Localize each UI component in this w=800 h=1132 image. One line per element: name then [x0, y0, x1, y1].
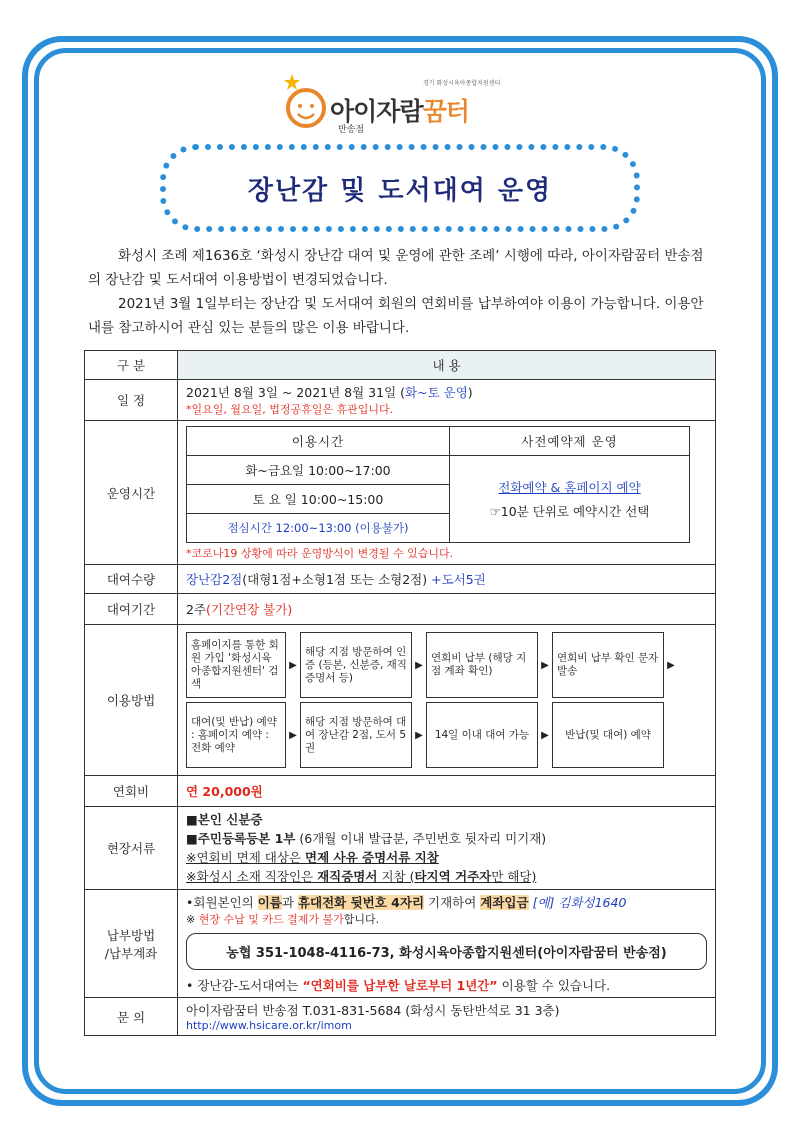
intro-text — [88, 244, 708, 340]
step-fee-payment: 연회비 납부 (해당 지점 계좌 확인) — [426, 632, 538, 698]
schedule-note: *일요일, 월요일, 법정공휴일은 휴관입니다. — [186, 403, 394, 416]
step-signup: 홈페이지를 통한 회원 가입 '화성시육아종합지원센터' 검색 — [186, 632, 286, 698]
doc-id: ■본인 신분증 — [186, 812, 263, 827]
pay-name: 이름 — [257, 895, 282, 910]
doc-employment-nonresident: 타지역 거주자 — [414, 869, 492, 884]
doc-employment-cert: 재직증명서 — [317, 869, 378, 884]
label-quantity: 대여수량 — [85, 565, 178, 594]
hours-saturday: 토 요 일 10:00~15:00 — [187, 485, 450, 514]
row-schedule — [85, 380, 716, 421]
pay-note-red: 현장 수납 및 카드 결제가 불가 — [198, 913, 344, 926]
schedule-dates — [186, 383, 707, 401]
doc-employment-mid: 지참 ( — [377, 869, 415, 884]
row-documents — [85, 807, 716, 890]
quantity-books: +도서5권 — [431, 572, 486, 587]
hours-header-time: 이용시간 — [187, 427, 450, 456]
method-flow-1 — [186, 632, 707, 698]
validity-prefix: • 장난감-도서대여는 — [186, 978, 303, 993]
schedule-content — [178, 380, 716, 421]
step-rental-period: 14일 이내 대여 가능 — [426, 702, 538, 768]
pay-text-e: 기재하여 — [424, 895, 481, 910]
logo — [280, 72, 540, 134]
logo-org-name: 경기 화성시육아종합지원센터 — [423, 80, 501, 87]
pay-text-a: •회원본인의 — [186, 895, 258, 910]
contact-url[interactable]: http://www.hsicare.or.kr/imom — [186, 1019, 352, 1032]
arrow-icon: ▶ — [667, 659, 675, 671]
period-value: 2주 — [186, 602, 207, 617]
page-title: 장난감 및 도서대여 운영 — [247, 176, 553, 206]
arrow-icon: ▶ — [289, 729, 297, 741]
period-note: (기간연장 불가) — [206, 602, 293, 617]
method-content — [178, 625, 716, 776]
arrow-icon: ▶ — [541, 659, 549, 671]
quantity-content — [178, 565, 716, 594]
step-return: 반납(및 대여) 예약 — [552, 702, 664, 768]
doc-resident-register-title: ■주민등록등본 1부 — [186, 831, 296, 846]
period-content — [178, 594, 716, 625]
reserve-note: ☞10분 단위로 예약시간 선택 — [489, 504, 650, 519]
label-payment — [85, 890, 178, 998]
logo-name-part1: 아이자람 — [330, 97, 423, 126]
pay-example: [예] 김화성1640 — [528, 895, 627, 910]
logo-name-part2: 꿈터 — [422, 97, 469, 126]
label-documents: 현장서류 — [85, 807, 178, 890]
logo-branch: 반송점 — [338, 125, 365, 135]
step-reservation: 대여(및 반납) 예약 : 홈페이지 예약 : 전화 예약 — [186, 702, 286, 768]
method-flow-2 — [186, 702, 707, 768]
label-schedule: 일 정 — [85, 380, 178, 421]
arrow-icon: ▶ — [289, 659, 297, 671]
intro-paragraph-2: 2021년 3월 1일부터는 장난감 및 도서대여 회원의 연회비를 납부하여야 이용이 가능합니다. 이용안내를 참고하시어 관심 있는 분들의 많은 이용 바랍니다. — [88, 296, 704, 336]
row-period — [85, 594, 716, 625]
hours-lunch: 점심시간 12:00~13:00 (이용불가) — [187, 514, 450, 543]
doc-employment — [186, 867, 707, 886]
fee-value: 연 20,000원 — [178, 776, 716, 807]
step-rental: 해당 지점 방문하여 대여 장난감 2점, 도서 5권 — [300, 702, 412, 768]
doc-exemption — [186, 848, 707, 867]
row-method — [85, 625, 716, 776]
quantity-toys: 장난감2점 — [186, 572, 243, 587]
doc-resident-register-detail: (6개월 이내 발급분, 주민번호 뒷자리 미기재) — [295, 831, 547, 846]
validity-suffix: 이용할 수 있습니다. — [497, 978, 611, 993]
covid-note: *코로나19 상황에 따라 운영방식이 변경될 수 있습니다. — [186, 547, 454, 560]
contact-info: 아이자람꿈터 반송점 T.031-831-5684 (화성시 동탄반석로 31 3층) — [186, 1003, 560, 1018]
pay-note-end: 합니다. — [343, 913, 380, 926]
contact-content — [178, 998, 716, 1036]
pay-text-c: 과 — [281, 895, 298, 910]
hours-header-reserve: 사전예약제 운영 — [450, 427, 690, 456]
label-hours: 운영시간 — [85, 421, 178, 565]
label-method: 이용방법 — [85, 625, 178, 776]
pay-phone-digits: 휴대전화 뒷번호 4자리 — [297, 895, 425, 910]
payment-instruction — [186, 893, 707, 911]
documents-content — [178, 807, 716, 890]
label-period: 대여기간 — [85, 594, 178, 625]
arrow-icon: ▶ — [415, 659, 423, 671]
schedule-close-paren: ) — [467, 385, 473, 400]
payment-content — [178, 890, 716, 998]
arrow-icon: ▶ — [541, 729, 549, 741]
payment-validity — [186, 976, 707, 994]
info-table — [84, 350, 716, 1036]
payment-note — [186, 911, 707, 927]
step-verify: 해당 지점 방문하여 인증 (등본, 신분증, 재직증명서 등) — [300, 632, 412, 698]
label-fee: 연회비 — [85, 776, 178, 807]
table-header-row — [85, 351, 716, 380]
pay-note-mark: ※ — [186, 913, 199, 926]
row-contact — [85, 998, 716, 1036]
label-payment-method: 납부방법 — [106, 927, 156, 943]
step-fee-confirm: 연회비 납부 확인 문자 발송 — [552, 632, 664, 698]
schedule-range: 2021년 8월 3일 ~ 2021년 8월 31일 ( — [186, 385, 406, 400]
validity-period: “연회비를 납부한 날로부터 1년간” — [302, 978, 498, 993]
row-hours — [85, 421, 716, 565]
reserve-methods: 전화예약 & 홈페이지 예약 — [498, 480, 641, 495]
doc-exemption-prefix: ※연회비 면제 대상은 — [186, 850, 305, 865]
doc-employment-prefix: ※화성시 소재 직장인은 — [186, 869, 318, 884]
hours-weekday: 화~금요일 10:00~17:00 — [187, 456, 450, 485]
pay-transfer: 계좌입금 — [480, 895, 529, 910]
row-fee — [85, 776, 716, 807]
schedule-days: 화~토 운영 — [405, 385, 468, 400]
hours-table — [186, 426, 690, 543]
doc-exemption-proof: 면제 사유 증명서류 지참 — [305, 850, 439, 865]
header-content: 내 용 — [178, 351, 716, 380]
arrow-icon: ▶ — [415, 729, 423, 741]
row-payment — [85, 890, 716, 998]
row-quantity — [85, 565, 716, 594]
logo-face-icon — [280, 72, 330, 132]
intro-paragraph-1: 화성시 조례 제1636호 ‘화성시 장난감 대여 및 운영에 관한 조례’ 시행에 따라, 아이자람꿈터 반송점의 장난감 및 도서대여 이용방법이 변경되었습니다. — [88, 248, 704, 288]
header-category: 구 분 — [85, 351, 178, 380]
reserve-cell — [450, 456, 690, 543]
label-payment-account: /납부계좌 — [104, 945, 158, 961]
doc-resident-register — [186, 829, 707, 848]
hours-content — [178, 421, 716, 565]
label-contact: 문 의 — [85, 998, 178, 1036]
doc-employment-suffix: 만 해당) — [491, 869, 537, 884]
quantity-detail: (대형1점+소형1점 또는 소형2점) — [242, 572, 432, 587]
title-box — [160, 144, 640, 232]
bank-account: 농협 351-1048-4116-73, 화성시육아종합지원센터(아이자람꿈터 반송점) — [186, 933, 707, 970]
